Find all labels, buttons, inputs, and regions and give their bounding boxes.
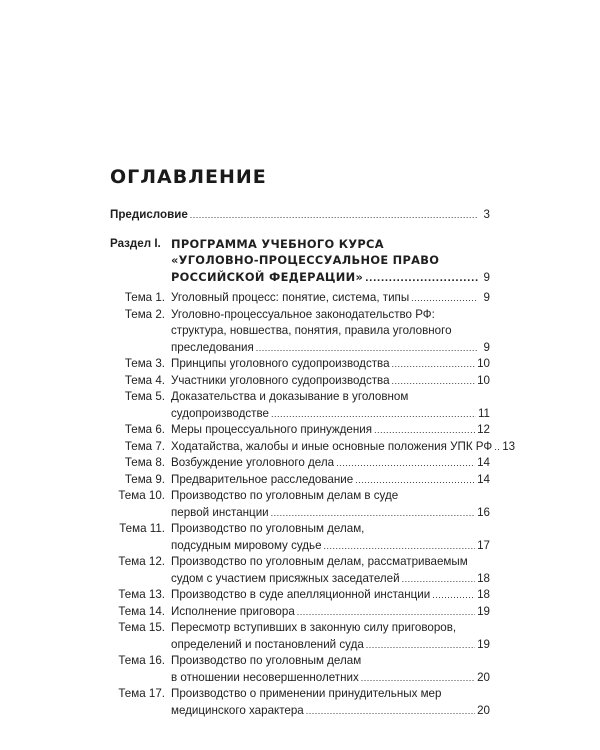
page-title: ОГЛАВЛЕНИЕ (110, 166, 267, 188)
toc-entry-topic[interactable] (110, 686, 490, 719)
toc-page-number: 18 (477, 588, 490, 601)
leader-dots (432, 587, 475, 604)
topic-title-line: медицинского характера (171, 703, 304, 717)
toc-entry-topic[interactable] (110, 554, 490, 587)
topic-label: Тема 5. (124, 390, 165, 403)
toc-entry-topic[interactable] (110, 356, 490, 373)
topic-title-line: Пересмотр вступивших в законную силу приговоров, (171, 621, 457, 634)
leader-dots (411, 290, 478, 307)
topic-title-line: Исполнение приговора (171, 604, 295, 618)
leader-dots (256, 340, 478, 357)
leader-dots (336, 455, 475, 472)
section-title-line: РОССИЙСКОЙ ФЕДЕРАЦИИ» (171, 269, 364, 284)
leader-dots (297, 604, 475, 621)
toc-page-number: 12 (477, 423, 490, 436)
toc-entry-topic[interactable] (110, 389, 490, 422)
leader-dots (361, 670, 475, 687)
topic-title-line: Производство по уголовным делам, рассматриваемым (171, 555, 468, 568)
topic-title-line: Предварительное расследование (171, 472, 354, 486)
toc-entry-title: Предисловие (110, 208, 188, 221)
toc-entry-topic[interactable] (110, 604, 490, 621)
leader-dots (402, 571, 476, 588)
topic-title-line: Возбуждение уголовного дела (171, 456, 335, 469)
topic-title-line: Производство по уголовным делам, (171, 522, 365, 535)
topic-title-line: определений и постановлений суда (171, 637, 364, 651)
toc-page-number: 11 (477, 406, 490, 420)
toc-page-number: 9 (483, 291, 490, 304)
topic-label: Тема 12. (118, 555, 165, 568)
section-title-line: «УГОЛОВНО-ПРОЦЕССУАЛЬНОЕ ПРАВО (171, 253, 440, 267)
toc-page-number: 19 (477, 637, 490, 651)
topic-label: Тема 16. (118, 654, 165, 667)
topic-title-line: Ходатайства, жалобы и иные основные положения УПК РФ (171, 439, 493, 453)
topic-label: Тема 13. (118, 588, 165, 601)
leader-dots (271, 505, 475, 522)
toc-page-number: 20 (477, 703, 490, 717)
toc-entry-section[interactable] (110, 236, 490, 288)
topic-title-line: судом с участием присяжных заседателей (171, 571, 400, 585)
toc-page-number: 10 (477, 373, 490, 387)
toc-entry-topic[interactable] (110, 587, 490, 604)
toc-page-number: 17 (477, 538, 490, 552)
leader-dots (306, 703, 475, 720)
topic-label: Тема 15. (118, 621, 165, 634)
toc-entry-topic[interactable] (110, 439, 516, 456)
toc-page-number: 14 (477, 472, 490, 486)
toc-page-number: 3 (483, 208, 490, 221)
topic-label: Тема 8. (124, 456, 165, 469)
toc-page-number: 14 (477, 456, 490, 469)
section-label: Раздел I. (110, 236, 161, 250)
topic-label: Тема 2. (124, 307, 165, 321)
topic-title-line: Уголовный процесс: понятие, система, типы (171, 291, 410, 304)
leader-dots (271, 406, 476, 423)
topic-title-line: Принципы уголовного судопроизводства (171, 357, 390, 370)
toc-entry-topic[interactable] (110, 521, 490, 554)
leader-dots (355, 472, 475, 489)
topic-label: Тема 9. (124, 472, 165, 486)
toc-entry-topic[interactable] (110, 620, 490, 653)
toc-entry-topic[interactable] (110, 488, 490, 521)
toc-page-number: 19 (477, 604, 490, 618)
toc-entry-topic[interactable] (110, 472, 490, 489)
leader-dots (324, 538, 476, 555)
toc-page-number: 13 (502, 439, 516, 453)
toc-entry-preface[interactable] (110, 207, 490, 224)
topic-title-line: Производство по уголовным делам в суде (171, 489, 399, 502)
topic-title-line: Производство по уголовным делам (171, 654, 362, 667)
topic-title-line: подсудным мировому судье (171, 538, 322, 552)
topic-title-line: Уголовно-процессуальное законодательство РФ: (171, 307, 435, 321)
section-title-line: ПРОГРАММА УЧЕБНОГО КУРСА (171, 236, 384, 251)
leader-dots (392, 356, 476, 373)
leader-dots (190, 207, 478, 224)
leader-dots (392, 373, 476, 390)
topic-label: Тема 6. (124, 423, 165, 436)
topic-title-line: судопроизводстве (171, 406, 269, 420)
topic-title-line: Производство в суде апелляционной инстанции (171, 588, 431, 601)
leader-dots (365, 269, 478, 288)
topic-label: Тема 17. (118, 687, 165, 700)
toc-entry-topic[interactable] (110, 455, 490, 472)
topic-title-line: Участники уголовного судопроизводства (171, 373, 390, 387)
toc-page-number: 16 (477, 505, 490, 519)
topic-title-line: структура, новшества, понятия, правила уголовного (171, 324, 452, 337)
topic-label: Тема 11. (119, 522, 165, 535)
toc-entry-topic[interactable] (110, 653, 490, 686)
topic-title-line: Производство о применении принудительных мер (171, 687, 442, 700)
topic-label: Тема 10. (118, 489, 165, 502)
toc-page-number: 18 (477, 571, 490, 585)
toc-entry-topic[interactable] (110, 373, 490, 390)
toc-entry-topic[interactable] (110, 307, 490, 357)
topic-title-line: преследования (171, 340, 254, 354)
toc-page-number: 9 (483, 340, 490, 354)
topic-label: Тема 7. (124, 439, 165, 453)
toc-page-number: 10 (477, 357, 490, 370)
topic-label: Тема 4. (124, 373, 165, 387)
topic-list (110, 290, 516, 719)
toc-page-number: 9 (483, 270, 490, 284)
topic-label: Тема 14. (118, 604, 165, 618)
leader-dots (494, 439, 500, 456)
toc-entry-topic[interactable] (110, 290, 490, 307)
topic-title-line: Доказательства и доказывание в уголовном (171, 390, 409, 403)
toc-entry-topic[interactable] (110, 422, 490, 439)
topic-label: Тема 1. (124, 291, 165, 304)
toc-page-number: 20 (477, 670, 490, 684)
table-of-contents (110, 207, 516, 719)
leader-dots (374, 422, 475, 439)
topic-title-line: в отношении несовершеннолетних (171, 670, 359, 684)
topic-title-line: Меры процессуального принуждения (171, 423, 373, 436)
topic-title-line: первой инстанции (171, 505, 269, 519)
topic-label: Тема 3. (124, 357, 165, 370)
leader-dots (366, 637, 475, 654)
